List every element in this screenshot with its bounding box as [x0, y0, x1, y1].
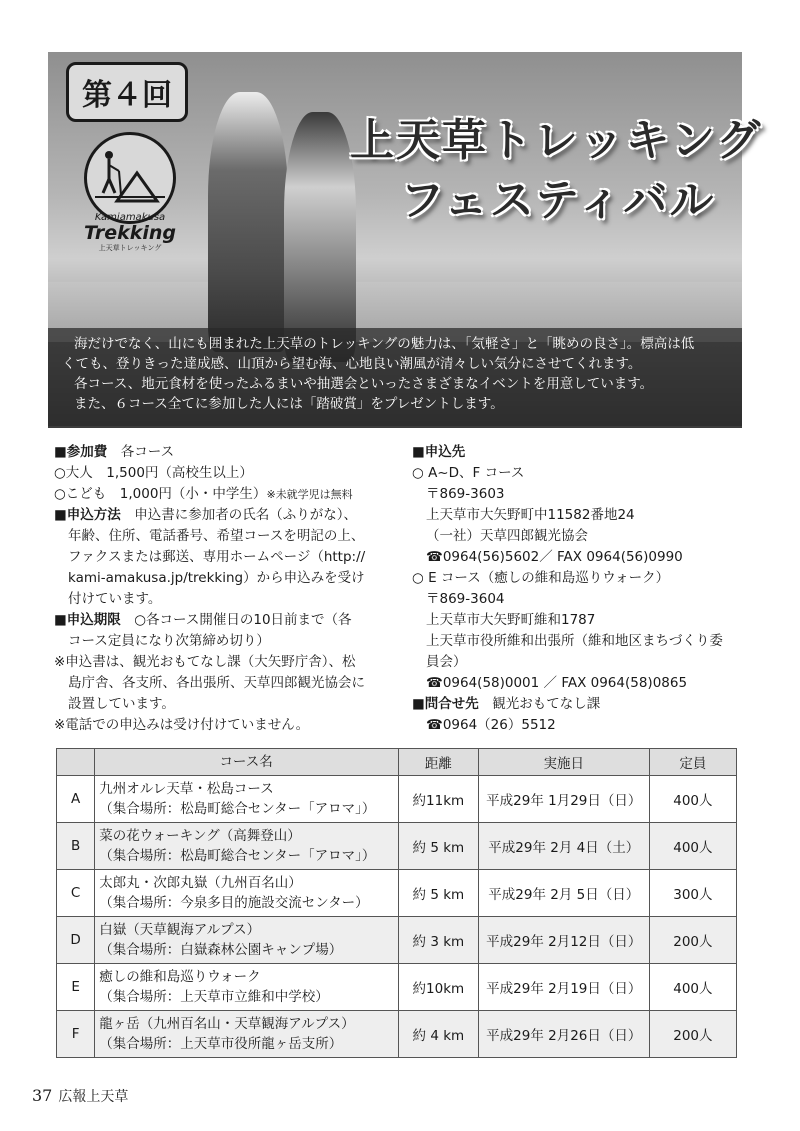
method-text: 年齢、住所、電話番号、希望コースを明記の上、 [68, 528, 365, 544]
table-row [57, 917, 737, 964]
course-capacity: 300人 [649, 870, 736, 917]
deadline-text: コース定員になり次第締め切り） [68, 633, 270, 649]
e-address: 上天草市大矢野町維和1787 [426, 612, 596, 628]
phone-note: ※電話での申込みは受け付けていません。 [54, 717, 310, 733]
contact-heading: ■問合せ先 [412, 696, 479, 712]
note-text: 島庁舎、各支所、各出張所、天草四郎観光協会に [68, 675, 365, 691]
e-organization: 員会） [426, 654, 467, 670]
fee-text: 各コース [120, 444, 175, 460]
page-title-line1: 上天草トレッキング [350, 115, 763, 166]
table-row [57, 870, 737, 917]
fee-line [54, 442, 400, 463]
deadline-line [54, 610, 400, 631]
method-line [54, 505, 400, 526]
e-zip: 〒869-3604 [426, 591, 505, 607]
page-title-line2: フェスティバル [400, 175, 716, 226]
course-capacity: 200人 [649, 917, 736, 964]
e-course: ○ E コース（癒しの維和島巡りウォーク） [412, 570, 670, 586]
intro-line: くても、登りきった達成感、山頂から望む海、心地良い潮風が清々しい気分にさせてくれます。 [62, 356, 642, 372]
course-meeting-place: （集合場所：松島町総合センター「アロマ」） [99, 848, 376, 864]
course-meeting-place: （集合場所：白嶽森林公園キャンプ場） [99, 942, 343, 958]
intro-text [48, 328, 742, 426]
course-distance: 約 4 km [398, 1011, 478, 1058]
deadline-heading: ■申込期限 [54, 612, 121, 628]
table-header-row [57, 749, 737, 776]
method-heading: ■申込方法 [54, 507, 121, 523]
note-text: 設置しています。 [68, 696, 175, 712]
course-capacity: 400人 [649, 823, 736, 870]
course-id: C [57, 870, 95, 917]
course-date: 平成29年 2月12日（日） [478, 917, 649, 964]
course-capacity: 200人 [649, 1011, 736, 1058]
table-row [57, 1011, 737, 1058]
ad-organization: （一社）天草四郎観光協会 [426, 528, 588, 544]
apply-heading: ■申込先 [412, 444, 466, 460]
table-header-id [57, 749, 95, 776]
fee-heading: ■参加費 [54, 444, 108, 460]
course-date: 平成29年 2月 4日（土） [478, 823, 649, 870]
course-id: B [57, 823, 95, 870]
method-text: 申込書に参加者の氏名（ふりがな）、 [134, 507, 358, 523]
table-row [57, 823, 737, 870]
hiker-mountain-icon [87, 135, 173, 221]
course-id: A [57, 776, 95, 823]
trekking-logo [84, 132, 176, 224]
course-date: 平成29年 2月19日（日） [478, 964, 649, 1011]
note-text: ※申込書は、観光おもてなし課（大矢野庁舎）、松 [54, 654, 356, 670]
course-distance: 約10km [398, 964, 478, 1011]
e-phone: ☎0964(58)0001 ／ FAX 0964(58)0865 [426, 675, 688, 691]
deadline-text: ○各コース開催日の10日前まで（各 [134, 612, 352, 628]
ad-phone: ☎0964(56)5602／ FAX 0964(56)0990 [426, 549, 683, 565]
table-row [57, 964, 737, 1011]
course-name: 菜の花ウォーキング（高舞登山） [99, 828, 301, 844]
course-meeting-place: （集合場所：上天草市立維和中学校） [99, 989, 329, 1005]
course-meeting-place: （集合場所：今泉多目的施設交流センター） [99, 895, 369, 911]
intro-line: また、６コース全てに参加した人には「踏破賞」をプレゼントします。 [74, 396, 504, 412]
logo-small-text: Kamiamakusa [94, 212, 166, 223]
course-id: F [57, 1011, 95, 1058]
intro-line: 各コース、地元食材を使ったふるまいや抽選会といったさまざまなイベントを用意しています。 [74, 376, 654, 392]
course-meeting-place: （集合場所：上天草市役所龍ヶ岳支所） [99, 1036, 343, 1052]
ad-zip: 〒869-3603 [426, 486, 505, 502]
course-name: 白嶽（天草観海アルプス） [99, 922, 261, 938]
course-name-cell [95, 823, 399, 870]
course-distance: 約 5 km [398, 870, 478, 917]
course-id: D [57, 917, 95, 964]
course-name: 太郎丸・次郎丸嶽（九州百名山） [99, 875, 302, 891]
course-capacity: 400人 [649, 776, 736, 823]
child-fee-line [54, 484, 400, 505]
contact-line [412, 694, 742, 715]
e-organization: 上天草市役所維和出張所（維和地区まちづくり委 [426, 633, 723, 649]
course-name: 癒しの維和島巡りウォーク [99, 969, 261, 985]
method-text: kami-amakusa.jp/trekking）から申込みを受け [68, 570, 365, 586]
course-name: 龍ヶ岳（九州百名山・天草観海アルプス） [99, 1016, 355, 1032]
page-footer [32, 1086, 128, 1106]
contact-phone: ☎0964（26）5512 [426, 717, 556, 733]
course-name-cell [95, 1011, 399, 1058]
table-header: 定員 [649, 749, 736, 776]
page-number: 37 [32, 1086, 53, 1105]
course-name-cell [95, 776, 399, 823]
table-header: コース名 [95, 749, 399, 776]
course-date: 平成29年 2月 5日（日） [478, 870, 649, 917]
course-distance: 約 5 km [398, 823, 478, 870]
course-date: 平成29年 2月26日（日） [478, 1011, 649, 1058]
hiker-figure [284, 112, 356, 362]
method-text: ファクスまたは郵送、専用ホームページ（http:// [68, 549, 366, 565]
child-fee: ○こども 1,000円（小・中学生） [54, 486, 267, 502]
child-note: ※未就学児は無料 [266, 488, 353, 501]
ad-address: 上天草市大矢野町中11582番地24 [426, 507, 635, 523]
course-id: E [57, 964, 95, 1011]
course-capacity: 400人 [649, 964, 736, 1011]
ad-course: ○ A~D、F コース [412, 465, 525, 481]
logo-big-text: Trekking [83, 222, 177, 244]
table-header: 実施日 [478, 749, 649, 776]
adult-fee: ○大人 1,500円（高校生以上） [54, 465, 253, 481]
edition-badge: 第４回 [66, 62, 188, 122]
course-name-cell [95, 917, 399, 964]
course-meeting-place: （集合場所：松島町総合センター「アロマ」） [99, 801, 376, 817]
left-info-column [54, 442, 400, 736]
publication-name: 広報上天草 [58, 1089, 129, 1105]
course-date: 平成29年 1月29日（日） [478, 776, 649, 823]
course-distance: 約11km [398, 776, 478, 823]
logo-tiny-text: 上天草トレッキング [98, 244, 162, 252]
hiker-figure [208, 92, 288, 352]
contact-text: 観光おもてなし課 [492, 696, 601, 712]
logo-wordmark [70, 212, 190, 253]
course-table [56, 748, 737, 1058]
table-row [57, 776, 737, 823]
course-distance: 約 3 km [398, 917, 478, 964]
course-name-cell [95, 870, 399, 917]
right-info-column [412, 442, 742, 736]
course-name: 九州オルレ天草・松島コース [99, 781, 274, 797]
method-text: 付けています。 [68, 591, 162, 607]
course-name-cell [95, 964, 399, 1011]
intro-line: 海だけでなく、山にも囲まれた上天草のトレッキングの魅力は、「気軽さ」と「眺めの良さ」。標高は低 [74, 336, 695, 352]
table-header: 距離 [398, 749, 478, 776]
